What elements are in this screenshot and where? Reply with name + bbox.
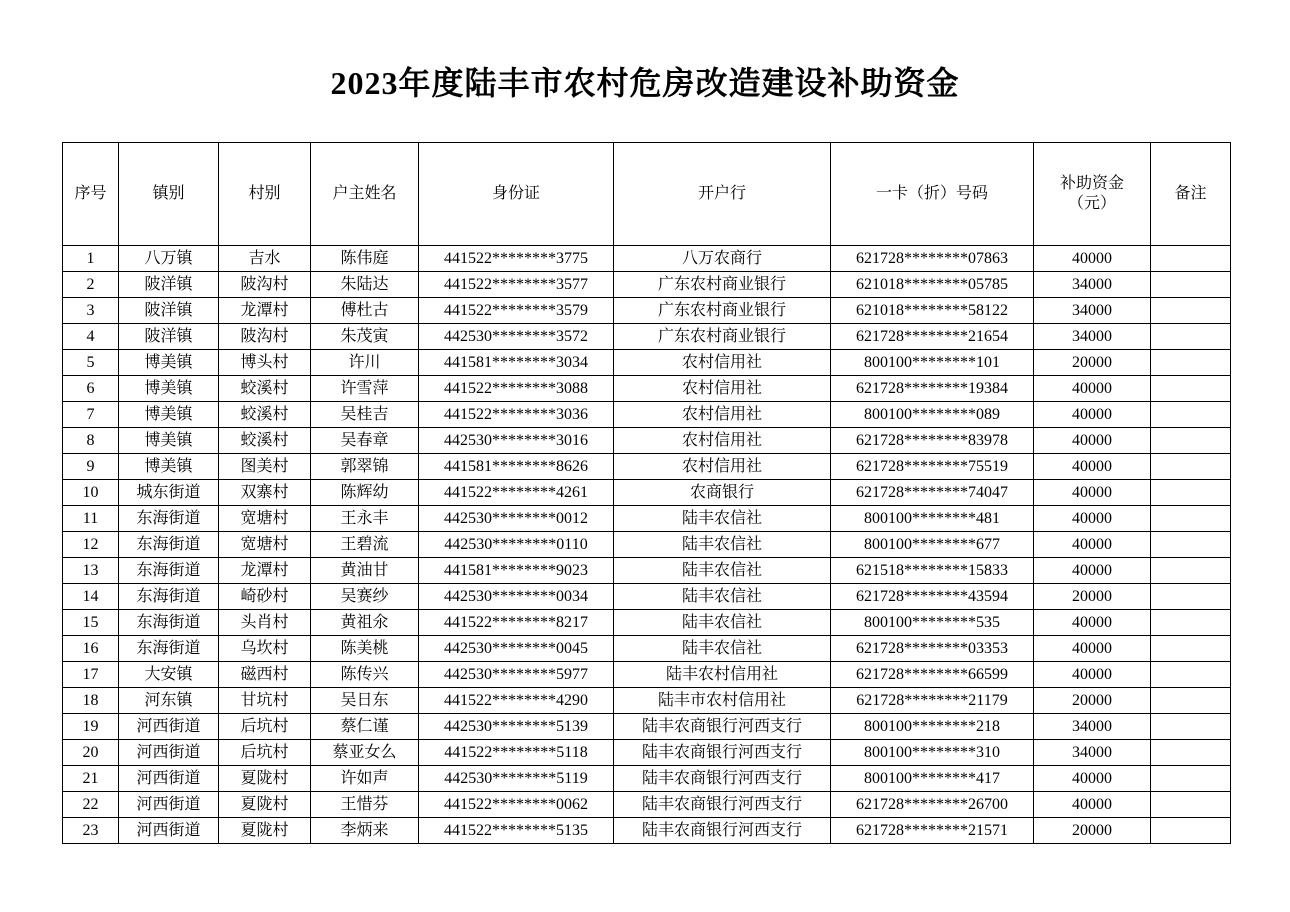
table-row <box>63 584 1231 610</box>
cell-note <box>1151 714 1231 740</box>
cell-village: 宽塘村 <box>219 532 311 558</box>
cell-name: 朱陆达 <box>311 272 419 298</box>
table-row <box>63 298 1231 324</box>
table-row <box>63 532 1231 558</box>
header-row <box>63 143 1231 246</box>
cell-bank: 广东农村商业银行 <box>614 324 831 350</box>
cell-no: 15 <box>63 610 119 636</box>
cell-bank: 广东农村商业银行 <box>614 298 831 324</box>
cell-village: 夏陇村 <box>219 818 311 844</box>
cell-bank: 农村信用社 <box>614 454 831 480</box>
cell-name: 许如声 <box>311 766 419 792</box>
cell-bank: 陆丰市农村信用社 <box>614 688 831 714</box>
cell-village: 蛟溪村 <box>219 428 311 454</box>
table-row <box>63 792 1231 818</box>
cell-village: 双寨村 <box>219 480 311 506</box>
cell-no: 11 <box>63 506 119 532</box>
cell-no: 22 <box>63 792 119 818</box>
cell-no: 9 <box>63 454 119 480</box>
cell-no: 17 <box>63 662 119 688</box>
cell-bank: 陆丰农信社 <box>614 610 831 636</box>
cell-id: 442530********0012 <box>419 506 614 532</box>
cell-card: 800100********218 <box>831 714 1034 740</box>
cell-no: 2 <box>63 272 119 298</box>
cell-no: 5 <box>63 350 119 376</box>
cell-no: 3 <box>63 298 119 324</box>
cell-id: 442530********5977 <box>419 662 614 688</box>
cell-name: 许川 <box>311 350 419 376</box>
cell-bank: 陆丰农信社 <box>614 532 831 558</box>
cell-name: 陈辉幼 <box>311 480 419 506</box>
cell-card: 621728********43594 <box>831 584 1034 610</box>
table-body <box>63 246 1231 844</box>
cell-no: 12 <box>63 532 119 558</box>
cell-card: 621518********15833 <box>831 558 1034 584</box>
cell-name: 吴赛纱 <box>311 584 419 610</box>
cell-amount: 34000 <box>1034 740 1151 766</box>
table-row <box>63 506 1231 532</box>
cell-town: 城东街道 <box>119 480 219 506</box>
header-name: 户主姓名 <box>311 143 419 246</box>
cell-village: 龙潭村 <box>219 298 311 324</box>
header-no: 序号 <box>63 143 119 246</box>
header-town: 镇别 <box>119 143 219 246</box>
cell-note <box>1151 376 1231 402</box>
cell-name: 陈传兴 <box>311 662 419 688</box>
cell-amount: 40000 <box>1034 610 1151 636</box>
cell-id: 441522********5118 <box>419 740 614 766</box>
cell-note <box>1151 532 1231 558</box>
cell-village: 博头村 <box>219 350 311 376</box>
cell-amount: 40000 <box>1034 792 1151 818</box>
cell-note <box>1151 454 1231 480</box>
cell-town: 东海街道 <box>119 584 219 610</box>
cell-amount: 40000 <box>1034 376 1151 402</box>
cell-village: 夏陇村 <box>219 766 311 792</box>
cell-town: 博美镇 <box>119 376 219 402</box>
cell-no: 6 <box>63 376 119 402</box>
cell-town: 河西街道 <box>119 818 219 844</box>
table-row <box>63 662 1231 688</box>
header-id: 身份证 <box>419 143 614 246</box>
cell-village: 蛟溪村 <box>219 402 311 428</box>
cell-bank: 陆丰农村信用社 <box>614 662 831 688</box>
cell-note <box>1151 272 1231 298</box>
cell-card: 621728********21571 <box>831 818 1034 844</box>
cell-note <box>1151 246 1231 272</box>
cell-card: 621728********03353 <box>831 636 1034 662</box>
cell-bank: 陆丰农信社 <box>614 506 831 532</box>
cell-id: 441522********5135 <box>419 818 614 844</box>
cell-village: 图美村 <box>219 454 311 480</box>
table-row <box>63 610 1231 636</box>
cell-village: 后坑村 <box>219 714 311 740</box>
cell-note <box>1151 480 1231 506</box>
cell-no: 13 <box>63 558 119 584</box>
cell-card: 621728********19384 <box>831 376 1034 402</box>
cell-name: 吴日东 <box>311 688 419 714</box>
cell-id: 441522********3088 <box>419 376 614 402</box>
cell-town: 陂洋镇 <box>119 324 219 350</box>
cell-no: 23 <box>63 818 119 844</box>
cell-amount: 20000 <box>1034 688 1151 714</box>
table-row <box>63 480 1231 506</box>
cell-id: 441522********3579 <box>419 298 614 324</box>
cell-note <box>1151 818 1231 844</box>
cell-amount: 34000 <box>1034 324 1151 350</box>
cell-note <box>1151 662 1231 688</box>
table-row <box>63 402 1231 428</box>
cell-amount: 34000 <box>1034 298 1151 324</box>
cell-name: 陈伟庭 <box>311 246 419 272</box>
cell-card: 800100********677 <box>831 532 1034 558</box>
cell-amount: 20000 <box>1034 584 1151 610</box>
cell-card: 800100********417 <box>831 766 1034 792</box>
cell-village: 龙潭村 <box>219 558 311 584</box>
cell-id: 441581********9023 <box>419 558 614 584</box>
cell-bank: 陆丰农商银行河西支行 <box>614 766 831 792</box>
cell-id: 441522********8217 <box>419 610 614 636</box>
cell-id: 441581********8626 <box>419 454 614 480</box>
table-row <box>63 350 1231 376</box>
cell-note <box>1151 402 1231 428</box>
cell-card: 621018********05785 <box>831 272 1034 298</box>
cell-card: 800100********310 <box>831 740 1034 766</box>
cell-no: 4 <box>63 324 119 350</box>
cell-note <box>1151 558 1231 584</box>
cell-name: 黄祖氽 <box>311 610 419 636</box>
header-subsidy-line1: 补助资金 <box>1059 175 1124 192</box>
header-card: 一卡（折）号码 <box>831 143 1034 246</box>
cell-no: 16 <box>63 636 119 662</box>
cell-name: 王惜芬 <box>311 792 419 818</box>
cell-name: 吴桂吉 <box>311 402 419 428</box>
cell-id: 441522********3775 <box>419 246 614 272</box>
subsidy-table <box>62 142 1231 844</box>
cell-amount: 40000 <box>1034 402 1151 428</box>
cell-bank: 农村信用社 <box>614 350 831 376</box>
cell-amount: 40000 <box>1034 454 1151 480</box>
cell-bank: 陆丰农信社 <box>614 636 831 662</box>
cell-id: 442530********0110 <box>419 532 614 558</box>
cell-village: 崎砂村 <box>219 584 311 610</box>
cell-village: 头肖村 <box>219 610 311 636</box>
table-row <box>63 688 1231 714</box>
cell-town: 东海街道 <box>119 610 219 636</box>
cell-amount: 40000 <box>1034 246 1151 272</box>
cell-id: 441581********3034 <box>419 350 614 376</box>
cell-bank: 农村信用社 <box>614 376 831 402</box>
table-row <box>63 714 1231 740</box>
cell-town: 八万镇 <box>119 246 219 272</box>
cell-town: 博美镇 <box>119 428 219 454</box>
cell-card: 621728********07863 <box>831 246 1034 272</box>
cell-card: 621018********58122 <box>831 298 1034 324</box>
cell-name: 蔡仁谨 <box>311 714 419 740</box>
cell-town: 东海街道 <box>119 636 219 662</box>
table-row <box>63 428 1231 454</box>
cell-village: 陂沟村 <box>219 324 311 350</box>
cell-village: 吉水 <box>219 246 311 272</box>
table-row <box>63 636 1231 662</box>
cell-town: 东海街道 <box>119 558 219 584</box>
cell-town: 博美镇 <box>119 402 219 428</box>
cell-card: 800100********089 <box>831 402 1034 428</box>
cell-amount: 40000 <box>1034 558 1151 584</box>
cell-note <box>1151 610 1231 636</box>
cell-town: 陂洋镇 <box>119 272 219 298</box>
cell-note <box>1151 350 1231 376</box>
header-note: 备注 <box>1151 143 1231 246</box>
cell-town: 河西街道 <box>119 792 219 818</box>
cell-amount: 40000 <box>1034 766 1151 792</box>
cell-no: 19 <box>63 714 119 740</box>
table-row <box>63 818 1231 844</box>
cell-town: 博美镇 <box>119 350 219 376</box>
cell-card: 800100********535 <box>831 610 1034 636</box>
cell-town: 河西街道 <box>119 714 219 740</box>
cell-id: 442530********5139 <box>419 714 614 740</box>
cell-name: 王碧流 <box>311 532 419 558</box>
cell-note <box>1151 688 1231 714</box>
header-subsidy <box>1034 143 1151 246</box>
cell-card: 621728********83978 <box>831 428 1034 454</box>
cell-name: 陈美桃 <box>311 636 419 662</box>
cell-note <box>1151 636 1231 662</box>
table-row <box>63 324 1231 350</box>
cell-town: 河西街道 <box>119 766 219 792</box>
cell-card: 621728********21179 <box>831 688 1034 714</box>
cell-note <box>1151 324 1231 350</box>
cell-no: 10 <box>63 480 119 506</box>
cell-town: 博美镇 <box>119 454 219 480</box>
cell-village: 乌坎村 <box>219 636 311 662</box>
cell-amount: 40000 <box>1034 506 1151 532</box>
cell-id: 441522********0062 <box>419 792 614 818</box>
cell-note <box>1151 766 1231 792</box>
cell-note <box>1151 298 1231 324</box>
cell-card: 621728********26700 <box>831 792 1034 818</box>
cell-name: 王永丰 <box>311 506 419 532</box>
cell-village: 蛟溪村 <box>219 376 311 402</box>
cell-name: 傅杜古 <box>311 298 419 324</box>
cell-town: 东海街道 <box>119 532 219 558</box>
cell-note <box>1151 506 1231 532</box>
cell-id: 441522********4290 <box>419 688 614 714</box>
cell-id: 442530********0045 <box>419 636 614 662</box>
cell-card: 800100********101 <box>831 350 1034 376</box>
table-row <box>63 766 1231 792</box>
header-subsidy-line2: （元） <box>1067 195 1116 212</box>
cell-name: 黄油甘 <box>311 558 419 584</box>
cell-bank: 农村信用社 <box>614 428 831 454</box>
cell-amount: 34000 <box>1034 714 1151 740</box>
cell-note <box>1151 792 1231 818</box>
cell-id: 441522********3577 <box>419 272 614 298</box>
cell-bank: 广东农村商业银行 <box>614 272 831 298</box>
cell-amount: 20000 <box>1034 350 1151 376</box>
cell-card: 621728********66599 <box>831 662 1034 688</box>
page-title: 2023年度陆丰市农村危房改造建设补助资金 <box>330 65 960 101</box>
cell-no: 20 <box>63 740 119 766</box>
table-row <box>63 272 1231 298</box>
cell-village: 后坑村 <box>219 740 311 766</box>
cell-amount: 40000 <box>1034 662 1151 688</box>
cell-note <box>1151 584 1231 610</box>
cell-card: 800100********481 <box>831 506 1034 532</box>
cell-id: 442530********5119 <box>419 766 614 792</box>
cell-id: 441522********4261 <box>419 480 614 506</box>
table-row <box>63 246 1231 272</box>
cell-amount: 20000 <box>1034 818 1151 844</box>
cell-amount: 34000 <box>1034 272 1151 298</box>
cell-town: 河东镇 <box>119 688 219 714</box>
cell-name: 李炳来 <box>311 818 419 844</box>
cell-card: 621728********21654 <box>831 324 1034 350</box>
cell-note <box>1151 740 1231 766</box>
cell-no: 1 <box>63 246 119 272</box>
cell-bank: 农商银行 <box>614 480 831 506</box>
table-header <box>63 143 1231 246</box>
cell-id: 442530********3016 <box>419 428 614 454</box>
cell-bank: 八万农商行 <box>614 246 831 272</box>
cell-name: 蔡亚女么 <box>311 740 419 766</box>
cell-card: 621728********74047 <box>831 480 1034 506</box>
header-village: 村别 <box>219 143 311 246</box>
cell-town: 大安镇 <box>119 662 219 688</box>
cell-id: 442530********0034 <box>419 584 614 610</box>
cell-bank: 陆丰农商银行河西支行 <box>614 792 831 818</box>
cell-no: 7 <box>63 402 119 428</box>
table-row <box>63 558 1231 584</box>
cell-amount: 40000 <box>1034 532 1151 558</box>
header-bank: 开户行 <box>614 143 831 246</box>
cell-bank: 陆丰农信社 <box>614 584 831 610</box>
table-row <box>63 740 1231 766</box>
cell-bank: 农村信用社 <box>614 402 831 428</box>
cell-amount: 40000 <box>1034 428 1151 454</box>
table-row <box>63 454 1231 480</box>
cell-village: 甘坑村 <box>219 688 311 714</box>
cell-village: 磁西村 <box>219 662 311 688</box>
cell-name: 吴春章 <box>311 428 419 454</box>
cell-amount: 40000 <box>1034 480 1151 506</box>
cell-no: 21 <box>63 766 119 792</box>
cell-village: 陂沟村 <box>219 272 311 298</box>
cell-name: 许雪萍 <box>311 376 419 402</box>
cell-bank: 陆丰农商银行河西支行 <box>614 714 831 740</box>
table-row <box>63 376 1231 402</box>
cell-note <box>1151 428 1231 454</box>
cell-name: 郭翠锦 <box>311 454 419 480</box>
cell-no: 8 <box>63 428 119 454</box>
cell-town: 陂洋镇 <box>119 298 219 324</box>
cell-no: 14 <box>63 584 119 610</box>
cell-bank: 陆丰农信社 <box>614 558 831 584</box>
cell-village: 宽塘村 <box>219 506 311 532</box>
cell-bank: 陆丰农商银行河西支行 <box>614 740 831 766</box>
cell-bank: 陆丰农商银行河西支行 <box>614 818 831 844</box>
cell-id: 441522********3036 <box>419 402 614 428</box>
cell-town: 河西街道 <box>119 740 219 766</box>
cell-amount: 40000 <box>1034 636 1151 662</box>
cell-no: 18 <box>63 688 119 714</box>
cell-card: 621728********75519 <box>831 454 1034 480</box>
cell-town: 东海街道 <box>119 506 219 532</box>
cell-name: 朱茂寅 <box>311 324 419 350</box>
cell-village: 夏陇村 <box>219 792 311 818</box>
cell-id: 442530********3572 <box>419 324 614 350</box>
